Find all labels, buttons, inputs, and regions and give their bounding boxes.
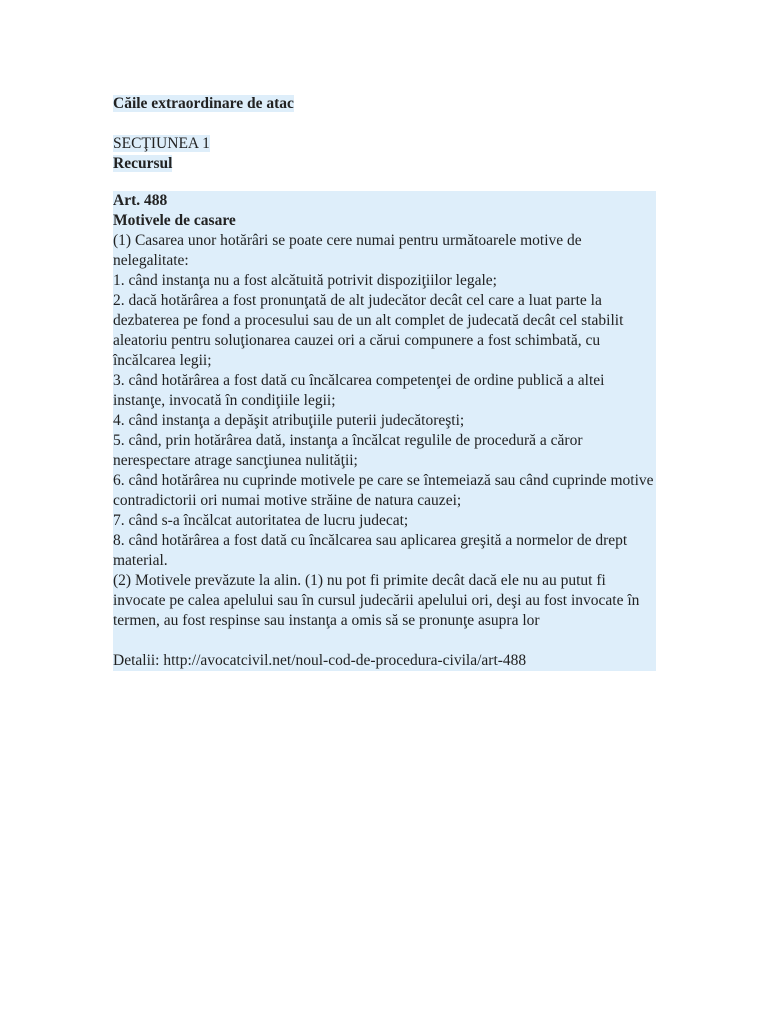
article-paragraph: 5. când, prin hotărârea dată, instanţa a încălcat regulile de procedură a căror nerespectare atrage sancţiunea nulităţii; <box>113 432 583 469</box>
article-paragraph: 3. când hotărârea a fost dată cu încălcarea competenţei de ordine publică a altei instanţe, invocată în condiţiile legii; <box>113 372 605 409</box>
article-paragraph: (2) Motivele prevăzute la alin. (1) nu pot fi primite decât dacă ele nu au putut fi invocate pe calea apelului sau în cursul judecării apelului ori, deşi au fost invocate în termen, au fost respinse sau instanţa a omis să se pronunţe asupra lor <box>113 572 640 629</box>
article-paragraph: (1) Casarea unor hotărâri se poate cere numai pentru următoarele motive de nelegalitate: <box>113 232 582 269</box>
article-paragraph: 6. când hotărârea nu cuprinde motivele pe care se întemeiază sau când cuprinde motive contradictorii ori numai motive străine de natura cauzei; <box>113 472 654 509</box>
article-paragraph: 8. când hotărârea a fost dată cu încălcarea sau aplicarea greşită a normelor de drept material. <box>113 532 628 569</box>
article-title: Motivele de casare <box>113 212 236 229</box>
article-block <box>113 191 656 671</box>
section-title <box>113 154 172 174</box>
details-link[interactable]: Detalii: http://avocatcivil.net/noul-cod-de-procedura-civila/art-488 <box>113 652 527 669</box>
article-paragraph: 1. când instanţa nu a fost alcătuită potrivit dispoziţiilor legale; <box>113 272 497 289</box>
paragraph-spacer <box>113 631 656 651</box>
article-paragraph: 4. când instanţa a depăşit atribuţiile puterii judecătoreşti; <box>113 412 465 429</box>
section-label-text: SECŢIUNEA 1 <box>113 135 210 152</box>
section-label <box>113 134 210 154</box>
section-title-text: Recursul <box>113 155 173 172</box>
article-paragraph: 2. dacă hotărârea a fost pronunţată de alt judecător decât cel care a luat parte la dezbaterea pe fond a procesului sau de un alt complet de judecată decât cel stabilit aleatoriu pentru soluţionarea cauzei ori a cărui compunere a fost schimbată, cu încălcarea legii; <box>113 292 624 369</box>
article-number: Art. 488 <box>113 192 168 209</box>
article-paragraph: 7. când s-a încălcat autoritatea de lucru judecat; <box>113 512 409 529</box>
document-heading-text: Căile extraordinare de atac <box>113 95 294 112</box>
document-heading <box>113 94 294 114</box>
